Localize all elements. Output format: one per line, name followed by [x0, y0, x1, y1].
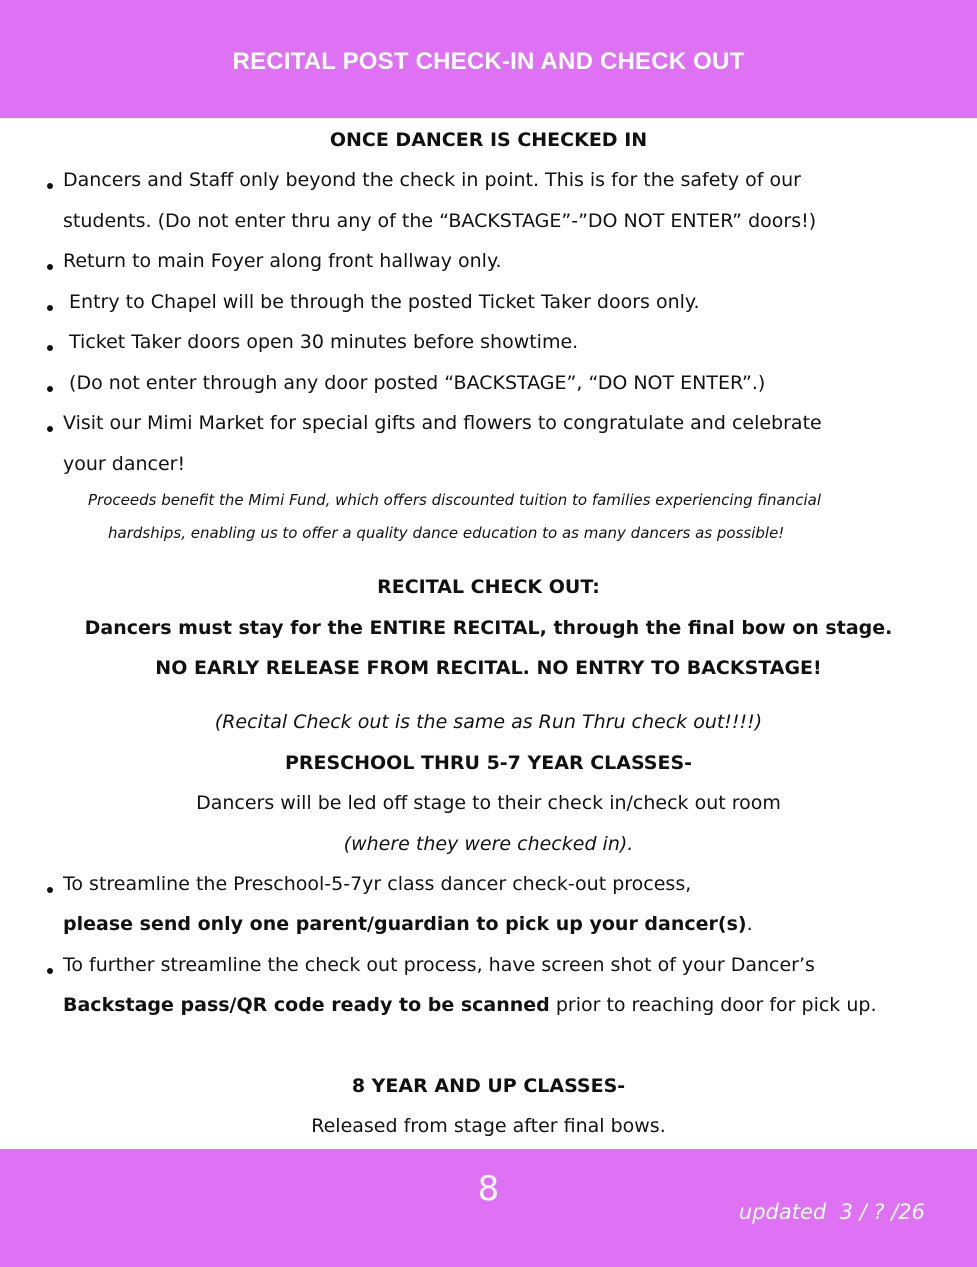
checked-in-item-3: Entry to Chapel will be through the posted Ticket Taker doors only. [63, 291, 700, 313]
page-header [0, 0, 977, 118]
checked-in-item-2: Return to main Foyer along front hallway only. [63, 250, 502, 272]
bullet-dot [47, 386, 53, 392]
updated-date: updated 3 / ? /26 [738, 1200, 925, 1224]
page-number: 8 [477, 1169, 500, 1209]
checked-in-item-4: Ticket Taker doors open 30 minutes before showtime. [63, 331, 579, 353]
check-out-note: (Recital Check out is the same as Run Thru check out!!!!) [214, 711, 763, 733]
mimi-fund-note-line-2: hardships, enabling us to offer a quality dance education to as many dancers as possible! [108, 524, 785, 542]
bullet-dot [47, 426, 53, 432]
checked-in-item-6-line-1: Visit our Mimi Market for special gifts and flowers to congratulate and celebrate [63, 412, 822, 434]
bullet-dot [47, 305, 53, 311]
preschool-bullet-2-line-2 [63, 993, 877, 1017]
checked-in-item-1-line-2: students. (Do not enter thru any of the “BACKSTAGE”-”DO NOT ENTER” doors!) [63, 210, 817, 232]
checked-in-heading: ONCE DANCER IS CHECKED IN [329, 129, 648, 151]
preschool-bullet-2-end: prior to reaching door for pick up. [549, 994, 877, 1016]
preschool-line-2: (where they were checked in). [343, 833, 634, 855]
older-line: Released from stage after final bows. [311, 1115, 666, 1137]
older-heading: 8 YEAR AND UP CLASSES- [351, 1075, 626, 1097]
mimi-fund-note-line-1: Proceeds benefit the Mimi Fund, which offers discounted tuition to families experiencing financial [88, 491, 822, 509]
preschool-line-1: Dancers will be led off stage to their check in/check out room [196, 792, 781, 814]
bullet-dot [47, 968, 53, 974]
bullet-dot [47, 264, 53, 270]
preschool-heading: PRESCHOOL THRU 5-7 YEAR CLASSES- [284, 752, 693, 774]
preschool-bullet-1-line-1: To streamline the Preschool-5-7yr class dancer check-out process, [63, 873, 692, 895]
preschool-bullet-2-line-1: To further streamline the check out process, have screen shot of your Dancer’s [63, 954, 815, 976]
page-footer [0, 1149, 977, 1267]
preschool-bullet-1-end: . [746, 913, 753, 935]
preschool-bullet-1-line-2 [63, 912, 753, 936]
bullet-dot [47, 183, 53, 189]
checked-in-item-5: (Do not enter through any door posted “BACKSTAGE”, “DO NOT ENTER”.) [63, 372, 766, 394]
preschool-bullet-2-bold: Backstage pass/QR code ready to be scanned [63, 994, 550, 1016]
check-out-heading: RECITAL CHECK OUT: [377, 576, 600, 598]
page-content [0, 118, 977, 1148]
checked-in-item-6-line-2: your dancer! [63, 453, 186, 475]
checked-in-item-1-line-1: Dancers and Staff only beyond the check in point. This is for the safety of our [63, 169, 801, 191]
check-out-rule-2: NO EARLY RELEASE FROM RECITAL. NO ENTRY TO BACKSTAGE! [155, 657, 822, 679]
bullet-dot [47, 345, 53, 351]
bullet-dot [47, 887, 53, 893]
page-title: RECITAL POST CHECK-IN AND CHECK OUT [232, 48, 745, 75]
preschool-bullet-1-bold: please send only one parent/guardian to pick up your dancer(s) [63, 913, 747, 935]
check-out-rule-1: Dancers must stay for the ENTIRE RECITAL, through the final bow on stage. [84, 617, 893, 639]
